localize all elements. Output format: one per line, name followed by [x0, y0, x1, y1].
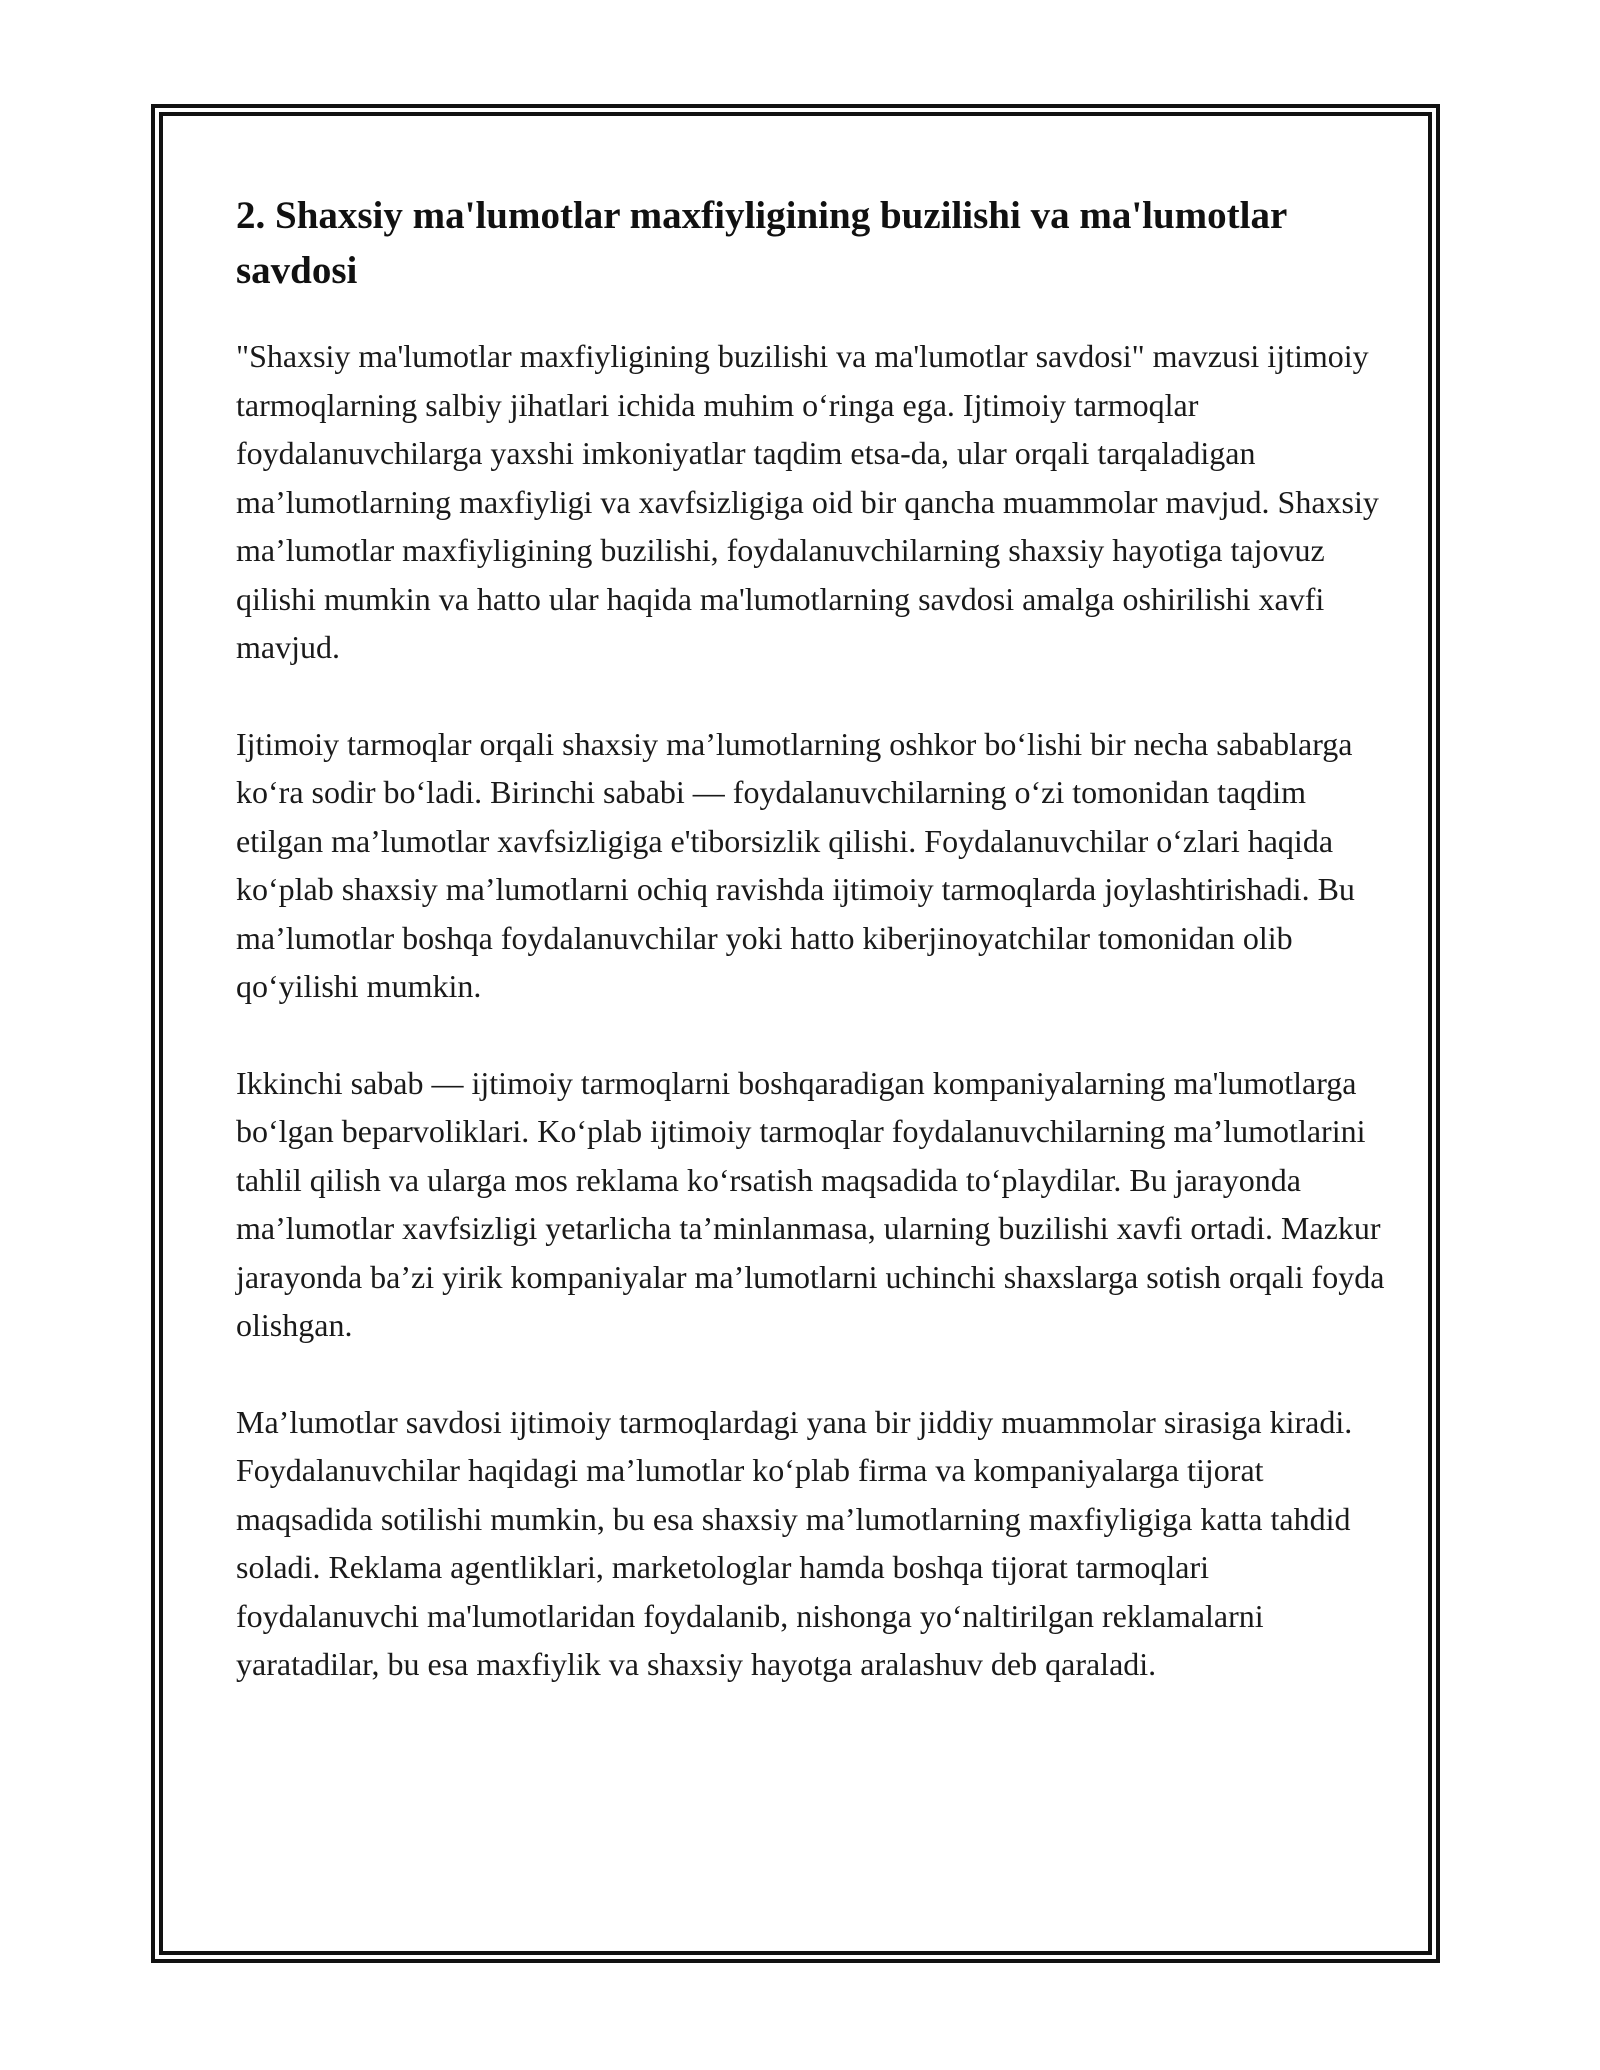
section-heading: 2. Shaxsiy ma'lumotlar maxfiyligining buzilishi va ma'lumotlar savdosi [236, 194, 1287, 292]
paragraph-3: Ikkinchi sabab — ijtimoiy tarmoqlarni boshqaradigan kompaniyalarning ma'lumotlarga bo‘lgan beparvoliklari. Ko‘plab ijtimoiy tarmoqlar foydalanuvchilarning ma’lumotlarini tahlil qilish va ularga mos reklama ko‘rsatish maqsadida to‘playdilar. Bu jarayonda ma’lumotlar xavfsizligi yetarlicha ta’minlanmasa, ularning buzilishi xavfi ortadi. Mazkur jarayonda ba’zi yirik kompaniyalar ma’lumotlarni uchinchi shaxslarga sotish orqali foyda olishgan. [236, 1064, 1385, 1343]
paragraph-1: "Shaxsiy ma'lumotlar maxfiyligining buzilishi va ma'lumotlar savdosi" mavzusi ijtimoiy tarmoqlarning salbiy jihatlari ichida muhim o‘ringa ega. Ijtimoiy tarmoqlar foydalanuvchilarga yaxshi imkoniyatlar taqdim etsa-da, ular orqali tarqaladigan ma’lumotlarning maxfiyligi va xavfsizligiga oid bir qancha muammolar mavjud. Shaxsiy ma’lumotlar maxfiyligining buzilishi, foydalanuvchilarning shaxsiy hayotiga tajovuz qilishi mumkin va hatto ular haqida ma'lumotlarning savdosi amalga oshirilishi xavfi mavjud. [236, 338, 1379, 665]
paragraph-2: Ijtimoiy tarmoqlar orqali shaxsiy ma’lumotlarning oshkor bo‘lishi bir necha sabablarga ko‘ra sodir bo‘ladi. Birinchi sababi — foydalanuvchilarning o‘zi tomonidan taqdim etilgan ma’lumotlar xavfsizligiga e'tiborsizlik qilishi. Foydalanuvchilar o‘zlari haqida ko‘plab shaxsiy ma’lumotlarni ochiq ravishda ijtimoiy tarmoqlarda joylashtirishadi. Bu ma’lumotlar boshqa foydalanuvchilar yoki hatto kiberjinoyatchilar tomonidan olib qo‘yilishi mumkin. [236, 725, 1355, 1004]
paragraph-4: Ma’lumotlar savdosi ijtimoiy tarmoqlardagi yana bir jiddiy muammolar sirasiga kiradi. Foydalanuvchilar haqidagi ma’lumotlar ko‘plab firma va kompaniyalarga tijorat maqsadida sotilishi mumkin, bu esa shaxsiy ma’lumotlarning maxfiyligiga katta tahdid soladi. Reklama agentliklari, marketologlar hamda boshqa tijorat tarmoqlari foydalanuvchi ma'lumotlaridan foydalanib, nishonga yo‘naltirilgan reklamalarni yaratadilar, bu esa maxfiylik va shaxsiy hayotga aralashuv deb qaraladi. [236, 1403, 1353, 1682]
document-body [236, 188, 1386, 1737]
